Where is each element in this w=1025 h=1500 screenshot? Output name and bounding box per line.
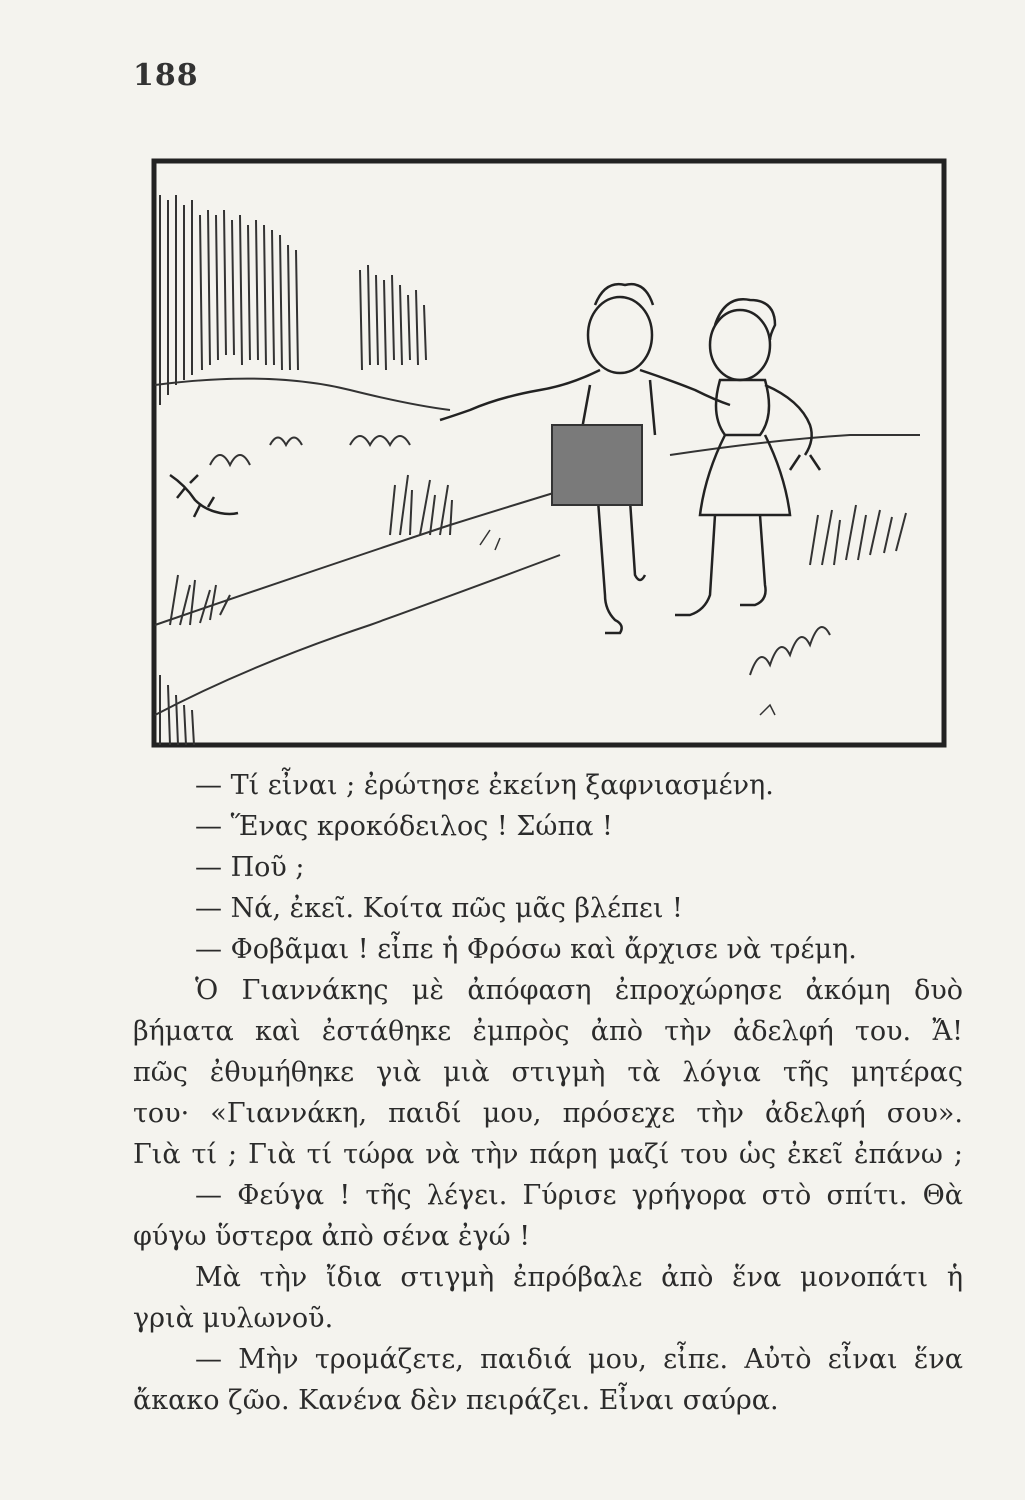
text-line: φύγω ὕστερα ἀπὸ σένα ἐγώ ! [133,1221,531,1252]
text-line: του· «Γιαννάκη, παιδί μου, πρόσεχε τὴν ἀδελφή σου». [133,1098,963,1129]
text-line: — Νά, ἐκεῖ. Κοίτα πῶς μᾶς βλέπει ! [195,893,683,924]
page-number: 188 [133,58,199,93]
text-line: — Ἕνας κροκόδειλος ! Σώπα ! [195,811,613,842]
text-line: Μὰ τὴν ἴδια στιγμὴ ἐπρόβαλε ἀπὸ ἕνα μονοπάτι ἡ [195,1262,963,1293]
text-line: — Μὴν τρομάζετε, παιδιά μου, εἶπε. Αὐτὸ εἶναι ἕνα [195,1344,963,1375]
illustration [150,155,950,755]
text-line: — Φοβᾶμαι ! εἶπε ἡ Φρόσω καὶ ἄρχισε νὰ τρέμη. [195,934,857,965]
children-on-path-with-crocodile-illustration [150,155,950,755]
text-line: Ὁ Γιαννάκης μὲ ἀπόφαση ἐπροχώρησε ἀκόμη δυὸ [195,975,963,1006]
text-line: βήματα καὶ ἐστάθηκε ἐμπρὸς ἀπὸ τὴν ἀδελφή του. Ἄ! [133,1016,963,1047]
text-line: — Φεύγα ! τῆς λέγει. Γύρισε γρήγορα στὸ σπίτι. Θὰ [195,1180,963,1211]
story-text [133,765,963,1421]
text-line: — Ποῦ ; [195,852,305,883]
text-line: πῶς ἐθυμήθηκε γιὰ μιὰ στιγμὴ τὰ λόγια τῆς μητέρας [133,1057,963,1088]
text-line: ἄκακο ζῶο. Κανένα δὲν πειράζει. Εἶναι σαύρα. [133,1385,779,1416]
text-line: — Τί εἶναι ; ἐρώτησε ἐκείνη ξαφνιασμένη. [195,770,774,801]
text-line: γριὰ μυλωνοῦ. [133,1303,334,1334]
text-line: Γιὰ τί ; Γιὰ τί τώρα νὰ τὴν πάρη μαζί του ὡς ἐκεῖ ἐπάνω ; [133,1139,963,1170]
